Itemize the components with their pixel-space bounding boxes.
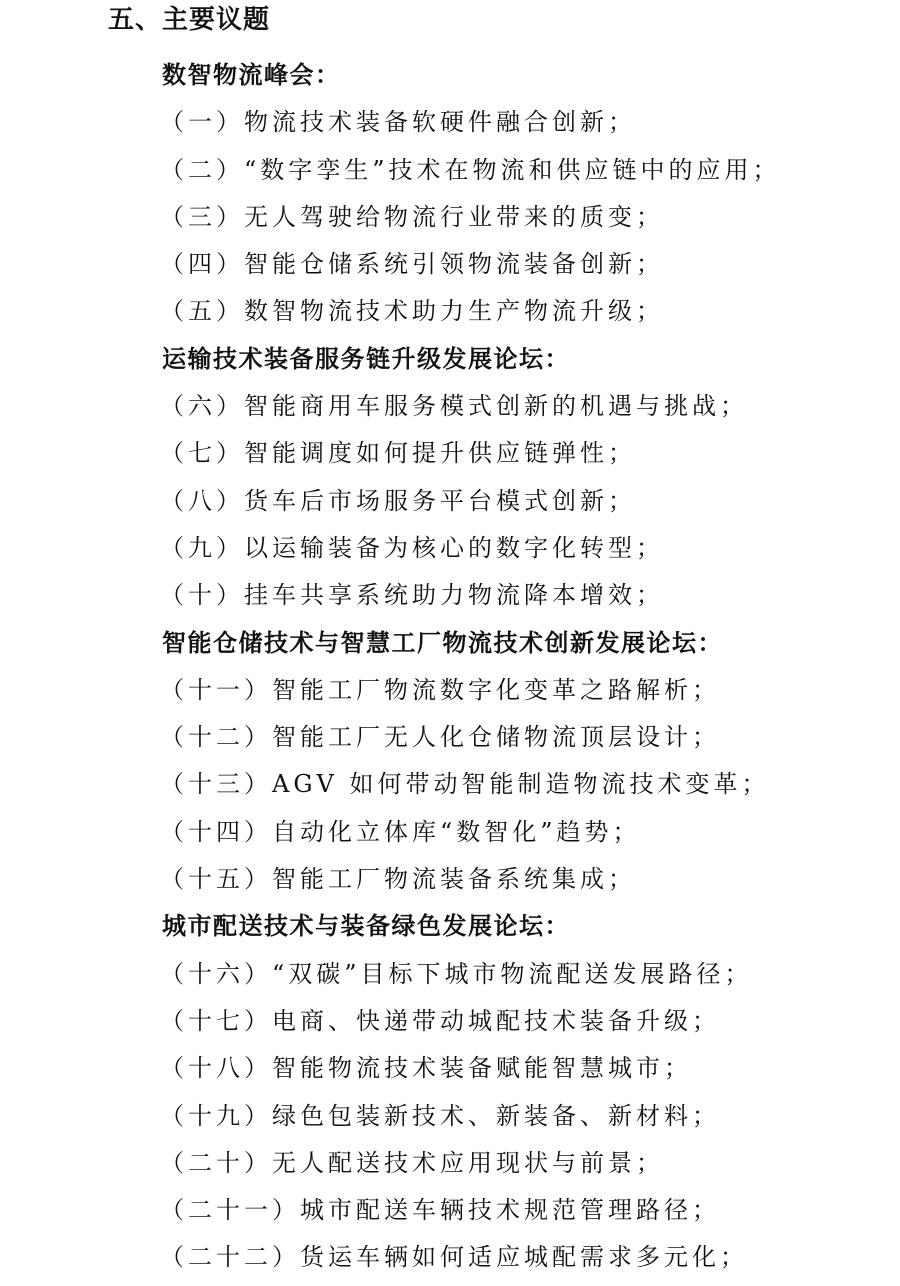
group-heading: 智能仓储技术与智慧工厂物流技术创新发展论坛：: [162, 628, 723, 657]
topic-item: （五）数智物流技术助力生产物流升级；: [160, 297, 664, 326]
group-heading: 城市配送技术与装备绿色发展论坛：: [162, 912, 570, 941]
topic-item: （十八）智能物流技术装备赋能智慧城市；: [160, 1054, 692, 1083]
topic-item: （十四）自动化立体库“数智化”趋势；: [160, 817, 641, 846]
topic-item: （七）智能调度如何提升供应链弹性；: [160, 439, 636, 468]
topic-item: （四）智能仓储系统引领物流装备创新；: [160, 250, 664, 279]
topic-item: （十七）电商、快递带动城配技术装备升级；: [160, 1006, 720, 1035]
topic-item: （一）物流技术装备软硬件融合创新；: [160, 108, 636, 137]
group-heading: 运输技术装备服务链升级发展论坛：: [162, 344, 570, 373]
topic-item: （二）“数字孪生”技术在物流和供应链中的应用；: [160, 155, 781, 184]
section-title: 五、主要议题: [108, 5, 271, 35]
topic-item: （十二）智能工厂无人化仓储物流顶层设计；: [160, 723, 720, 752]
topic-item: （十）挂车共享系统助力物流降本增效；: [160, 581, 664, 610]
topic-item: （八）货车后市场服务平台模式创新；: [160, 486, 636, 515]
topic-item: （二十）无人配送技术应用现状与前景；: [160, 1148, 664, 1177]
topic-item: （九）以运输装备为核心的数字化转型；: [160, 533, 664, 562]
topic-item: （六）智能商用车服务模式创新的机遇与挑战；: [160, 392, 748, 421]
topic-item: （三）无人驾驶给物流行业带来的质变；: [160, 202, 664, 231]
topic-item: （十九）绿色包装新技术、新装备、新材料；: [160, 1101, 720, 1130]
topic-item: （十六）“双碳”目标下城市物流配送发展路径；: [160, 959, 753, 988]
topic-item: （二十一）城市配送车辆技术规范管理路径；: [160, 1196, 720, 1225]
topic-list: [0, 56, 900, 1286]
group-heading: 数智物流峰会：: [162, 61, 341, 89]
topic-item: （十三）AGV 如何带动智能制造物流技术变革；: [160, 770, 770, 799]
topic-item: （十五）智能工厂物流装备系统集成；: [160, 865, 636, 894]
topic-item: （二十二）货运车辆如何适应城配需求多元化；: [160, 1243, 748, 1272]
topic-item: （十一）智能工厂物流数字化变革之路解析；: [160, 675, 720, 704]
